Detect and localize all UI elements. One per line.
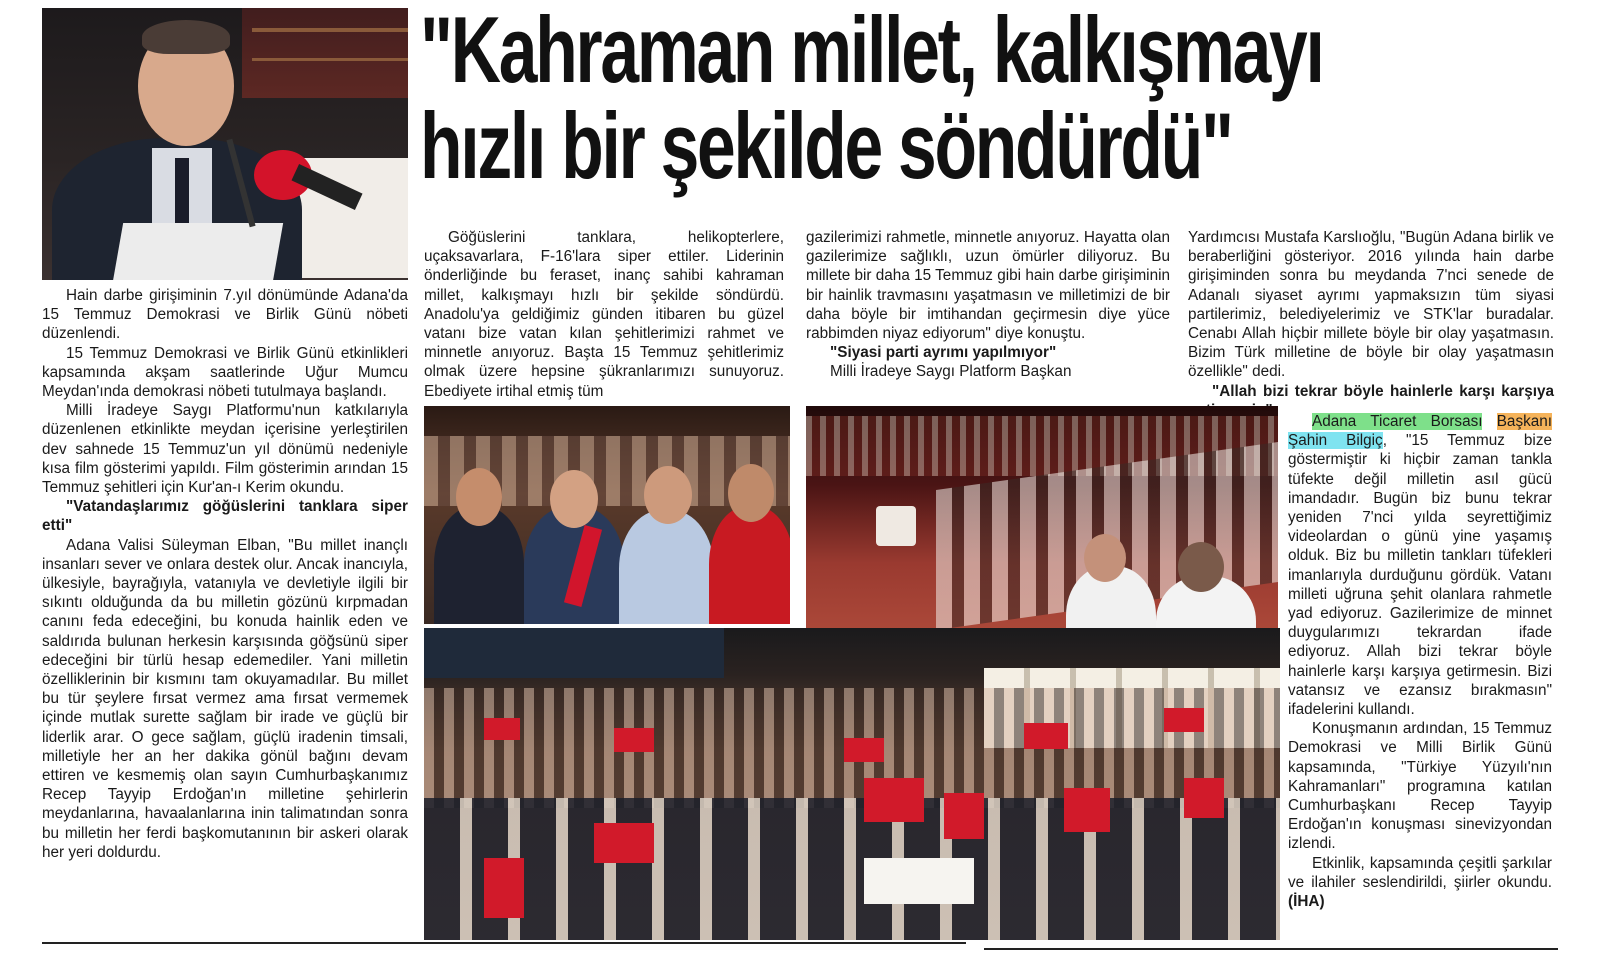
bottom-rule-right	[984, 948, 1558, 950]
column-3	[806, 228, 1170, 382]
headline-line-2: hızlı bir şekilde söndürdü"	[420, 93, 1232, 198]
paragraph-governor-quote: Adana Valisi Süleyman Elban, "Bu millet inançlı insanları sever ve onlara destek olur. Ancak inancıyla, ülkesiyle, bayrağıyla, vatanıyla ve devletiyle ilgili bir sıkıntı olduğunda da bu milletin gözünü kırpmadan canını feda edeceğini, bu konuda hainlik eden ve saldırıda bulunan herkesin karşısında göğsünü siper edeceğini bir türlü hesap edemediler. Yani milletin özelliklerinin bir kısmını tam okuyamadılar. Bu millet bu tür şeylere fırsat vermez ama fırsat vermemek içinde mutlak surette sağlam bir irade ve güçlü bir liderlik arar. O gece sağlam, güçlü iradenin timsali, milletiyle her an her dakika gönül bağını devam ettiren ve kesmemiş olan sayın Cumhurbaşkanımız Recep Tayyip Erdoğan'ın milletine şehirlerin meydanlarına, havaalanlarına inin talimatından sonra bu milletin her ferdi başkomutanının bir askeri olarak her yeri doldurdu.	[42, 536, 408, 861]
highlight-borsa: Adana Ticaret Borsası	[1312, 413, 1483, 430]
paragraph-after-speech: Konuşmanın ardından, 15 Temmuz Demokrasi ve Milli Birlik Günü kapsamında, "Türkiye Yüzyılı'nın Kahramanları" programına katılan Cumhurbaşkanı Recep Tayyip Erdoğan'ın konuşması sinevizyondan izlendi.	[1288, 720, 1552, 853]
photo-officials-front-row	[424, 406, 790, 624]
subhead-2: "Siyasi parti ayrımı yapılmıyor"	[830, 344, 1057, 362]
subhead-1: "Vatandaşlarımız göğüslerini tanklara siper etti"	[42, 498, 408, 535]
column-4-bottom	[1288, 412, 1552, 911]
source-credit: (İHA)	[1288, 893, 1325, 911]
paragraph-platform: Milli İradeye Saygı Platformu'nun katkılarıyla düzenlenen etkinlikte meydan içerisine yerleştirilen dev sahnede 15 Temmuz'un yıl dönümü nedeniyle kısa film gösterimi yapıldı. Film gösterimin arından 15 Temmuz şehitleri için Kur'an-ı Kerim okundu.	[42, 402, 408, 497]
bottom-rule-left	[42, 942, 966, 944]
photo-crowd-flags	[424, 628, 1280, 940]
highlight-name: Şahin Bilgiç	[1288, 432, 1383, 450]
paragraph-col3: gazilerimizi rahmetle, minnetle anıyoruz. Hayatta olan gazilerimize sağlıklı, uzun ömürler diliyoruz. Bu millete bir daha 15 Temmuz gibi hain darbe girişiminin bir hainlik travmasını yaşatmasın ve milletimizi de bir daha böyle bir imtihandan geçirmesin diye yüce rabbimden niyaz ediyorum" diye konuştu.	[806, 229, 1170, 343]
paragraph-col4: Yardımcısı Mustafa Karslıoğlu, "Bugün Adana birlik ve beraberliğini gösteriyor. 2016 yılında hain darbe girişiminden sonra bu meydanda 7'nci senede de Adanalı siyaset ayrımı yapmaksızın tüm siyasi partilerimiz, belediyelerimiz ve STK'lar buradalar. Cenabı Allah hiçbir millete böyle bir olay yaşatmasın. Bizim Türk milletine de böyle bir olay yaşatmasın özellikle" dedi.	[1188, 229, 1554, 381]
column-2	[424, 228, 784, 401]
headline	[420, 0, 1323, 214]
column-4-top	[1188, 228, 1554, 420]
headline-line-1: "Kahraman millet, kalkışmayı	[420, 0, 1323, 102]
subhead-3: "Allah bizi tekrar böyle hainlerle karşı karşıya	[1212, 382, 1554, 400]
column-1	[42, 286, 408, 862]
paragraph-borsa	[1288, 412, 1552, 719]
closing-text: Etkinlik, kapsamında çeşitli şarkılar ve ilahiler seslendirildi, şiirler okundu.	[1288, 854, 1552, 891]
photo-governor-speaking	[42, 8, 408, 280]
paragraph-col3-b: Milli İradeye Saygı Platform Başkan	[830, 363, 1072, 381]
paragraph-col2: Göğüslerini tanklara, helikopterlere, uçaksavarlara, F-16'lara siper ettiler. Liderinin önderliğinde bu feraset, inanç sahibi kahraman millet, kalkışmayı hızlı bir şekilde söndürdü. Anadolu'ya geldiğimiz günden itibaren bu güzel vatanı bize vatan kılan şehitlerimizi rahmet ve minnetle anıyoruz. Başta 15 Temmuz şehitlerimiz olmak üzere hepsine şükranlarımızı sunuyoruz. Ebediyete irtihal etmiş tüm	[424, 229, 784, 400]
highlight-baskan: Başkanı	[1496, 413, 1553, 430]
quote-borsa: , "15 Temmuz bize göstermiştir ki hiçbir zaman tankla tüfekte değil milletin asıl gücü imandadır. Bugün biz bunu tekrar yeniden 7'nci yılda seyrettiğimiz videolardan o günü yine yaşamış olduk. Biz bu milletin tankları tüfekleri imanlarıyla durduğunu gördük. Vatanı milleti uğruna şehit olanlara rahmetle yad ediyoruz. Gazilerimize de minnet duygularımızı tekrardan ifade ediyoruz. Allah bizi tekrar böyle hainlerle karşı karşıya getirmesin. Bizi vatansız ve ezansız bırakmasın" ifadelerini kullandı.	[1288, 432, 1552, 719]
paragraph-intro: Hain darbe girişiminin 7.yıl dönümünde Adana'da 15 Temmuz Demokrasi ve Birlik Günü nöbeti düzenlendi.	[42, 287, 408, 343]
paragraph-event: 15 Temmuz Demokrasi ve Birlik Günü etkinlikleri kapsamında akşam saatlerinde Uğur Mumcu Meydan'ında demokrasi nöbeti tutulmaya başlandı.	[42, 344, 408, 401]
paragraph-closing	[1288, 854, 1552, 912]
